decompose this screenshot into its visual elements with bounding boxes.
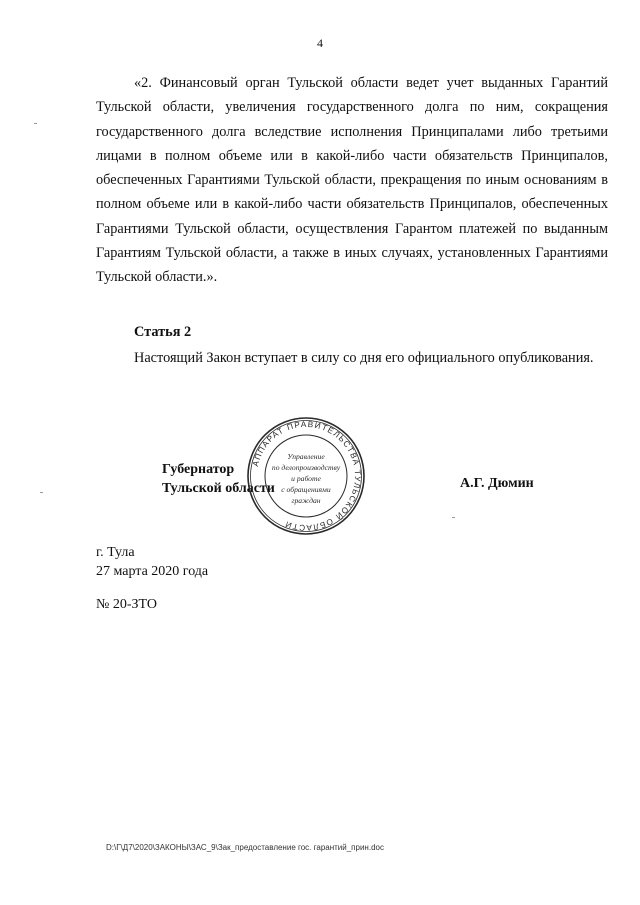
article-paragraph: Настоящий Закон вступает в силу со дня его официального опубликования. [134,350,594,366]
stamp-center-line-2: по делопроизводству [271,463,341,472]
scan-speck [452,517,455,518]
page-number: 4 [317,36,323,50]
scan-speck [34,123,37,124]
date: 27 марта 2020 года [96,564,209,579]
law-number: № 20-ЗТО [96,597,158,612]
stamp-center-line-5: граждан [291,496,321,505]
scan-speck [40,492,43,493]
signatory-name: А.Г. Дюмин [460,476,534,491]
stamp-center-line-4: с обращениями [281,485,331,494]
place: г. Тула [96,545,135,560]
place-and-date [96,543,208,581]
file-path-footer: D:\Г\Д7\2020\ЗАКОНЫ\ЗАС_9\Зак_предоставление гос. гарантий_прин.doc [106,843,384,852]
stamp-center-line-3: и работе [291,474,321,483]
signatory-title-line-1: Губернатор [162,462,235,477]
signatory-title-line-2: Тульской области [162,481,275,496]
stamp-center-line-1: Управление [287,452,325,461]
stamp-ring-text: АППАРАТ ПРАВИТЕЛЬСТВА ТУЛЬСКОЙ ОБЛАСТИ [250,419,363,533]
official-stamp [245,415,367,537]
article-heading: Статья 2 [134,324,192,340]
amendment-paragraph: «2. Финансовый орган Тульской области ведет учет выданных Гарантий Тульской области, увеличения государственного долга по ним, сокращения государственного долга вследствие исполнения Принципалами либо третьими лицами в полном объеме или в какой-либо части обязательств Принципалов, обеспеченных Гарантиями Тульской области, прекращения по иным основаниям в полном объеме или в какой-либо части обязательств Принципалов, обеспеченных Гарантиями Тульской области, осуществления Гарантом платежей по выданным Гарантиям Тульской области, а также в иных случаях, установленных Гарантиями Тульской области.». [96,75,608,286]
